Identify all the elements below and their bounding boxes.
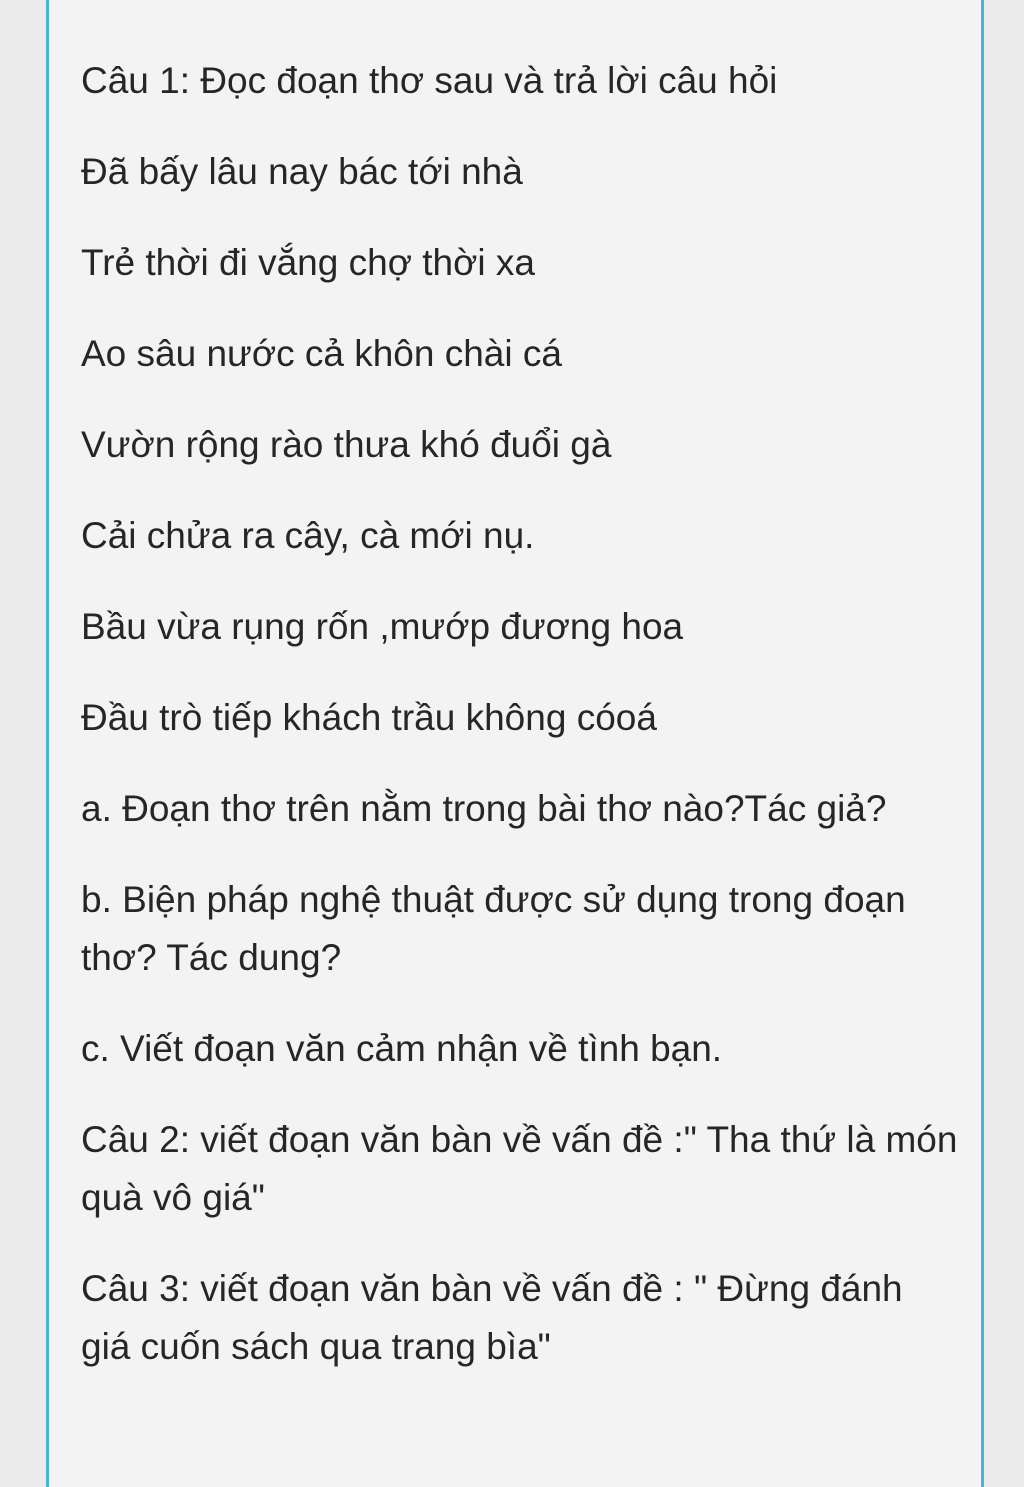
question-1b: b. Biện pháp nghệ thuật được sử dụng trong đoạn thơ? Tác dung? [81, 879, 906, 978]
poem-line-5: Cải chửa ra cây, cà mới nụ. [81, 515, 535, 556]
question-1c: c. Viết đoạn văn cảm nhận về tình bạn. [81, 1028, 723, 1069]
poem-line-6: Bầu vừa rụng rốn ,mướp đương hoa [81, 606, 684, 647]
question-1a: a. Đoạn thơ trên nằm trong bài thơ nào?Tác giả? [81, 788, 887, 829]
poem-line-4: Vườn rộng rào thưa khó đuổi gà [81, 424, 612, 465]
question-3: Câu 3: viết đoạn văn bàn về vấn đề : " Đừng đánh giá cuốn sách qua trang bìa" [81, 1268, 903, 1367]
poem-line-7: Đầu trò tiếp khách trầu không cóoá [81, 697, 657, 738]
question-2: Câu 2: viết đoạn văn bàn về vấn đề :" Tha thứ là món quà vô giá" [81, 1119, 958, 1218]
poem-line-3: Ao sâu nước cả khôn chài cá [81, 333, 562, 374]
poem-line-2: Trẻ thời đi vắng chợ thời xa [81, 242, 535, 283]
question-content [81, 52, 961, 1409]
poem-line-1: Đã bấy lâu nay bác tới nhà [81, 151, 523, 192]
question-1-heading: Câu 1: Đọc đoạn thơ sau và trả lời câu hỏi [81, 60, 778, 101]
question-panel [46, 0, 984, 1487]
